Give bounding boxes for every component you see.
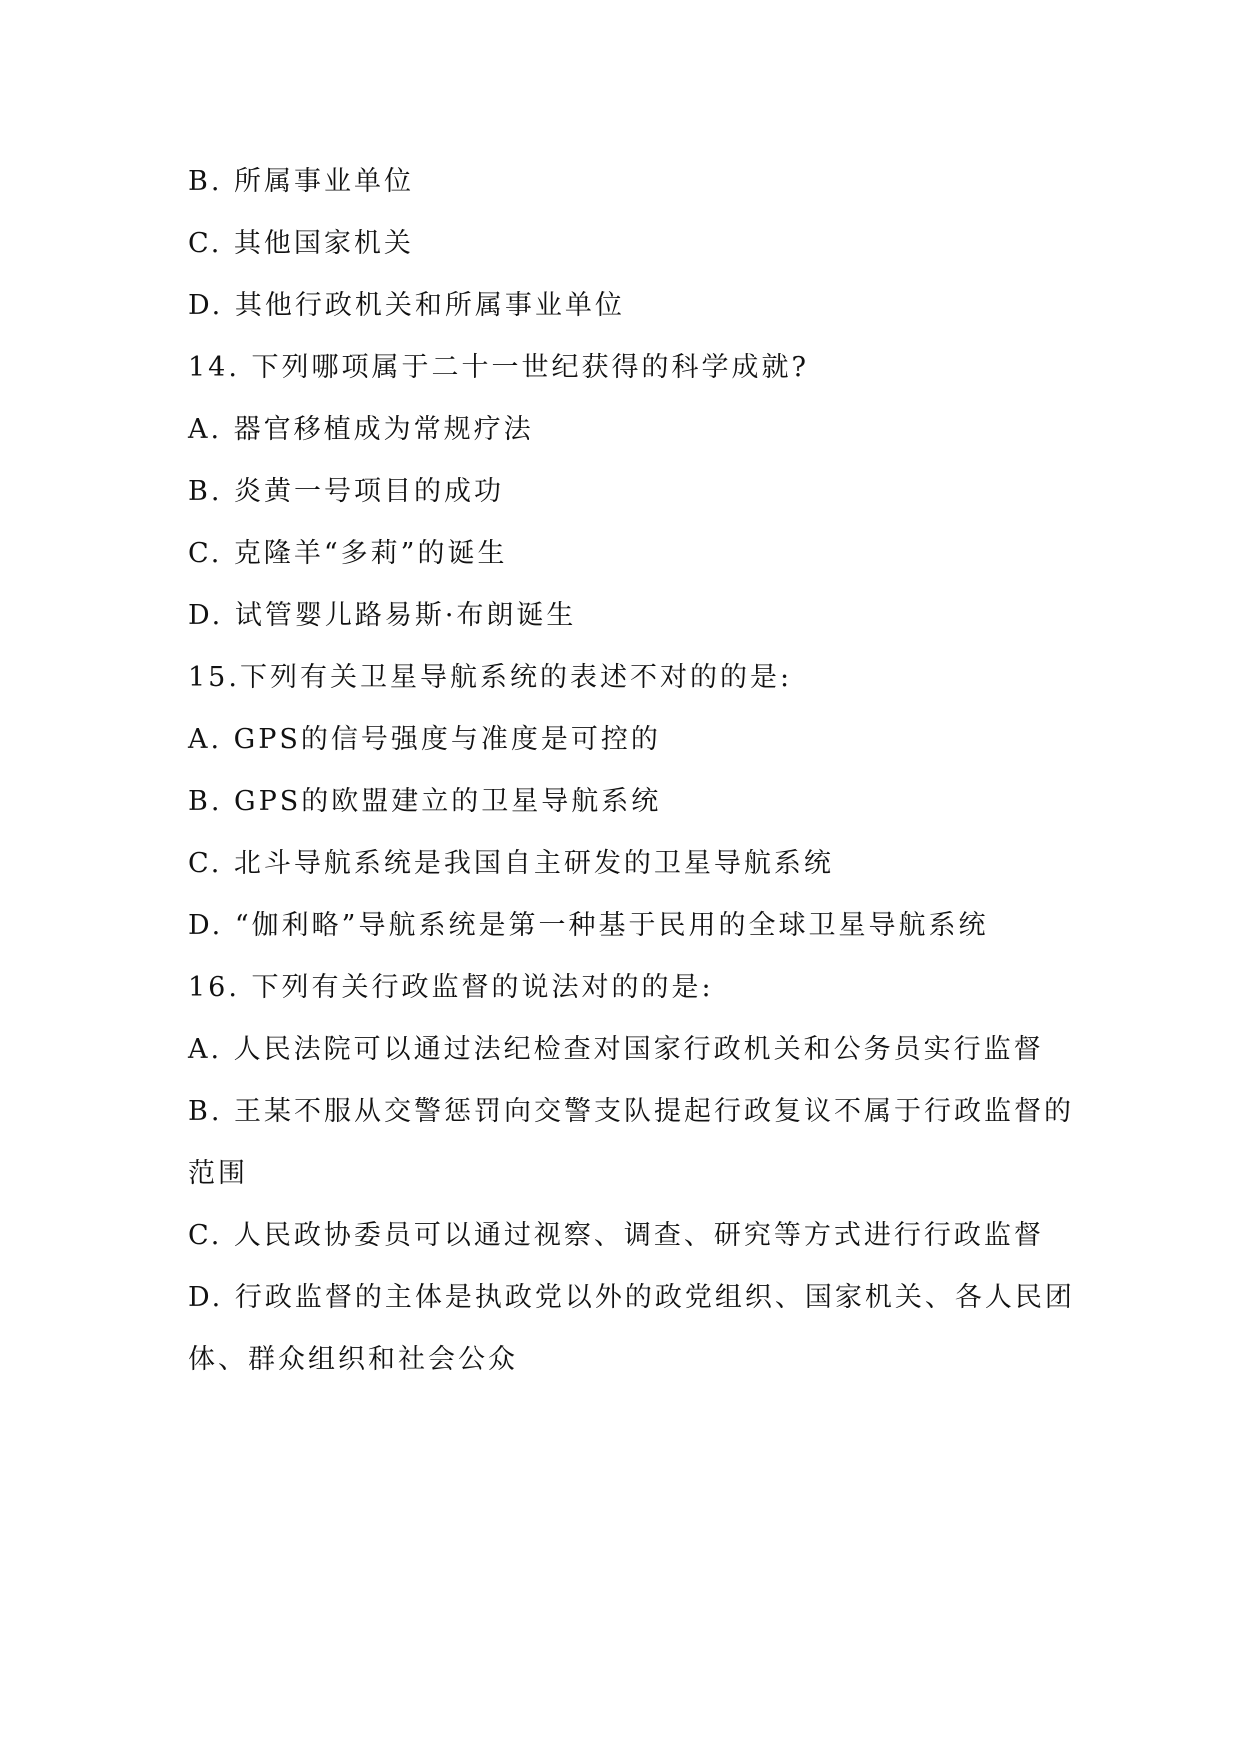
option-14-c: C. 克隆羊“多莉”的诞生: [188, 538, 508, 569]
option-16-d-continued: 体、群众组织和社会公众: [188, 1344, 518, 1375]
option-15-d: D. “伽利略”导航系统是第一种基于民用的全球卫星导航系统: [188, 910, 989, 941]
option-13-b: B. 所属事业单位: [188, 166, 415, 197]
question-16: 16. 下列有关行政监督的说法对的的是:: [188, 972, 714, 1003]
question-15: 15.下列有关卫星导航系统的表述不对的的是:: [188, 662, 793, 693]
option-15-c: C. 北斗导航系统是我国自主研发的卫星导航系统: [188, 848, 834, 879]
option-16-a: A. 人民法院可以通过法纪检查对国家行政机关和公务员实行监督: [188, 1034, 1044, 1065]
option-14-a: A. 器官移植成为常规疗法: [188, 414, 534, 445]
option-13-c: C. 其他国家机关: [188, 228, 414, 259]
option-16-c: C. 人民政协委员可以通过视察、调查、研究等方式进行行政监督: [188, 1220, 1044, 1251]
option-14-b: B. 炎黄一号项目的成功: [188, 476, 505, 507]
option-16-b-continued: 范围: [188, 1158, 248, 1189]
option-16-b: B. 王某不服从交警惩罚向交警支队提起行政复议不属于行政监督的: [188, 1096, 1075, 1127]
option-15-a: A. GPS的信号强度与准度是可控的: [188, 724, 661, 755]
question-14: 14. 下列哪项属于二十一世纪获得的科学成就?: [188, 352, 809, 383]
option-13-d: D. 其他行政机关和所属事业单位: [188, 290, 625, 321]
option-14-d: D. 试管婴儿路易斯·布朗诞生: [188, 600, 577, 631]
option-16-d: D. 行政监督的主体是执政党以外的政党组织、国家机关、各人民团: [188, 1282, 1075, 1313]
option-15-b: B. GPS的欧盟建立的卫星导航系统: [188, 786, 662, 817]
